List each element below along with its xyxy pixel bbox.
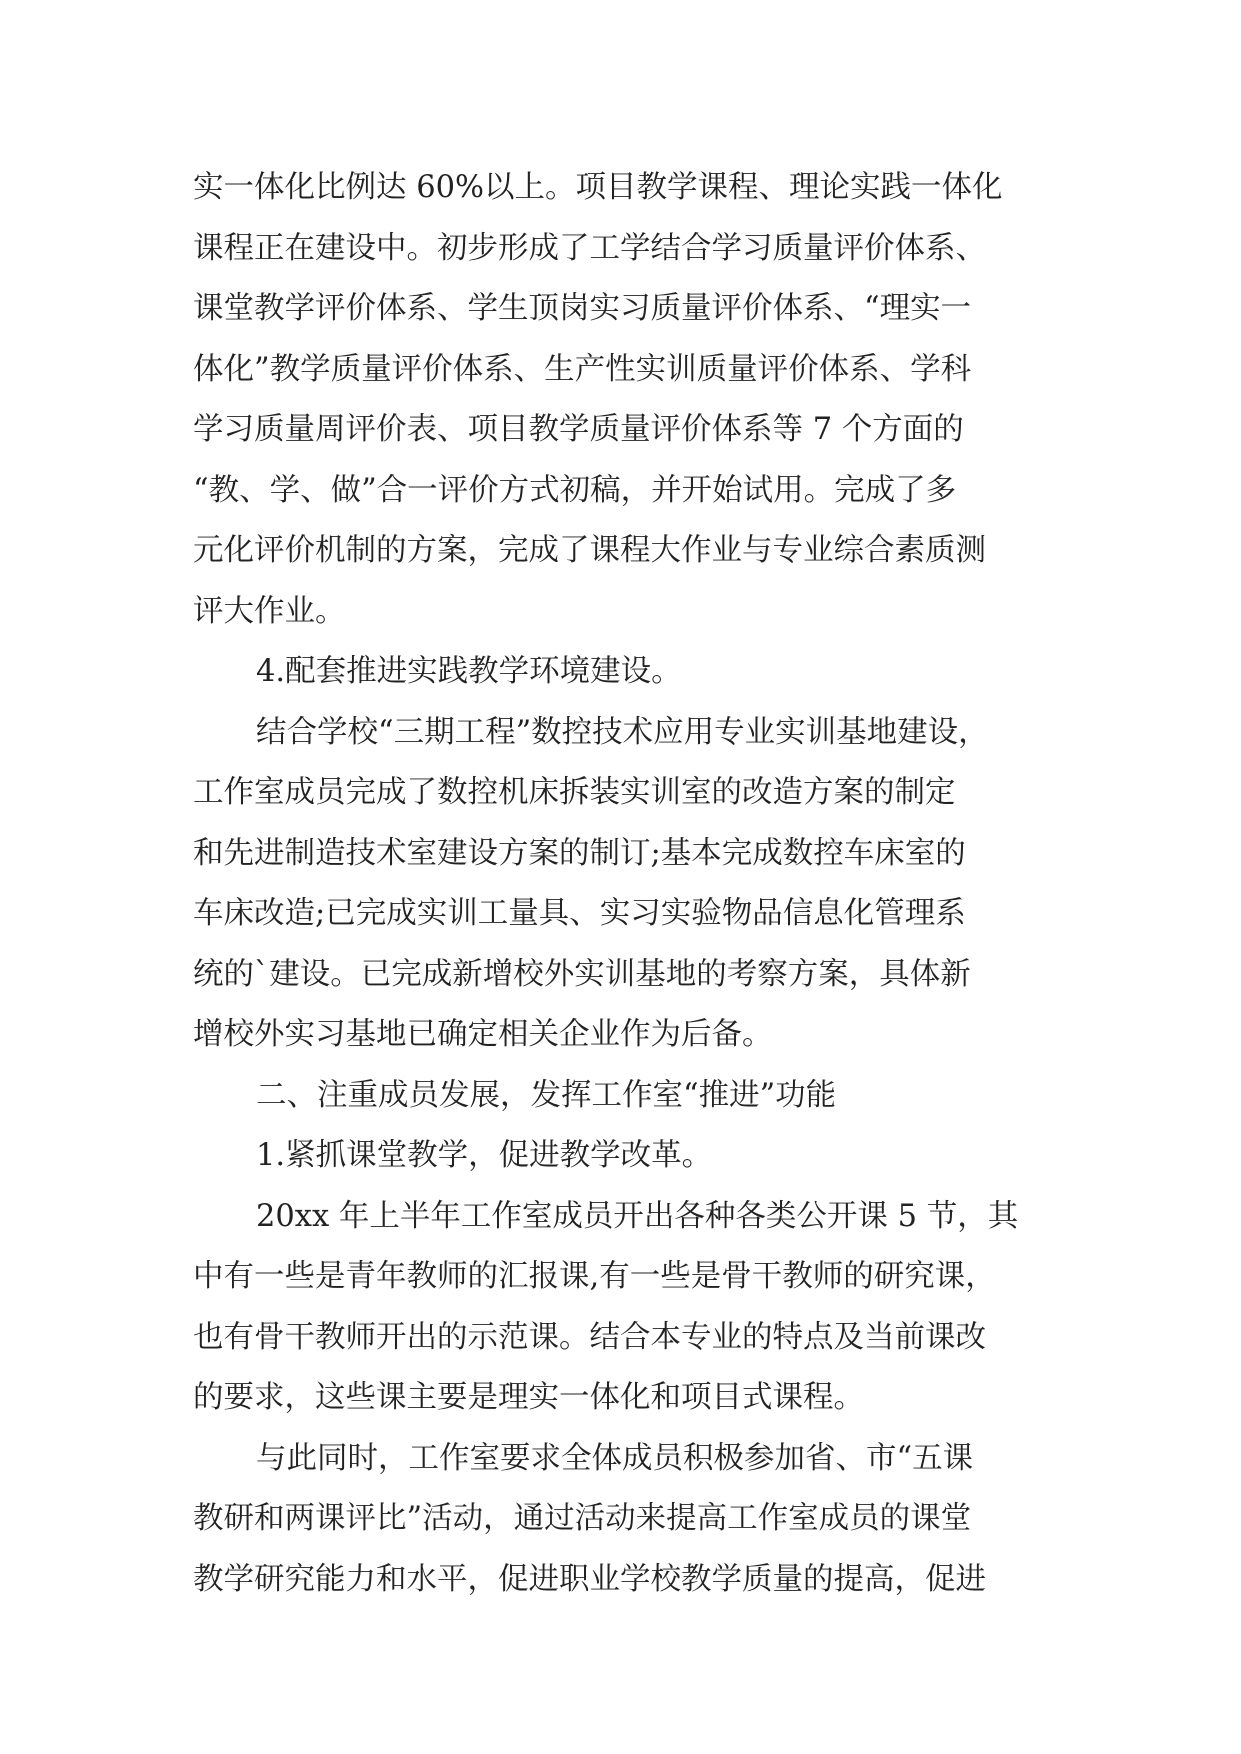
text-line: 教学研究能力和水平，促进职业学校教学质量的提高，促进 [193,1561,986,1597]
text-line: 的要求，这些课主要是理实一体化和项目式课程。 [193,1380,864,1415]
text-line: 1.紧抓课堂教学，促进教学改革。 [256,1138,713,1173]
text-line: 也有骨干教师开出的示范课。结合本专业的特点及当前课改 [193,1319,986,1355]
text-line: 评大作业。 [193,593,346,629]
text-line: 与此同时，工作室要求全体成员积极参加省、市“五课 [256,1440,974,1476]
text-line: 课程正在建设中。初步形成了工学结合学习质量评价体系、 [193,230,986,266]
text-line: 元化评价机制的方案，完成了课程大作业与专业综合素质测 [193,533,986,568]
text-line: 统的`建设。已完成新增校外实训基地的考察方案，具体新 [193,956,971,992]
text-line: 增校外实习基地已确定相关企业作为后备。 [193,1017,773,1052]
text-line: 和先进制造技术室建设方案的制订;基本完成数控车床室的 [193,835,966,871]
text-line: 二、注重成员发展，发挥工作室“推进”功能 [256,1077,837,1113]
document-body [193,158,1053,1610]
text-line: “教、学、做”合一评价方式初稿，并开始试用。完成了多 [193,472,957,508]
text-line: 学习质量周评价表、项目教学质量评价体系等 7 个方面的 [193,412,964,447]
text-line: 工作室成员完成了数控机床拆装实训室的改造方案的制定 [193,775,956,810]
text-line: 4.配套推进实践教学环境建设。 [256,654,682,689]
text-line: 结合学校“三期工程”数控技术应用专业实训基地建设， [256,714,989,750]
text-line: 车床改造;已完成实训工量具、实习实验物品信息化管理系 [193,896,966,931]
text-line: 实一体化比例达 60%以上。项目教学课程、理论实践一体化 [193,170,1003,205]
text-line: 20xx 年上半年工作室成员开出各种各类公开课 5 节，其 [256,1198,1019,1234]
text-line: 课堂教学评价体系、学生顶岗实习质量评价体系、“理实一 [193,291,972,326]
text-line: 体化”教学质量评价体系、生产性实训质量评价体系、学科 [193,351,972,387]
text-line: 中有一些是青年教师的汇报课,有一些是骨干教师的研究课， [193,1259,996,1294]
text-line: 教研和两课评比”活动，通过活动来提高工作室成员的课堂 [193,1501,972,1536]
